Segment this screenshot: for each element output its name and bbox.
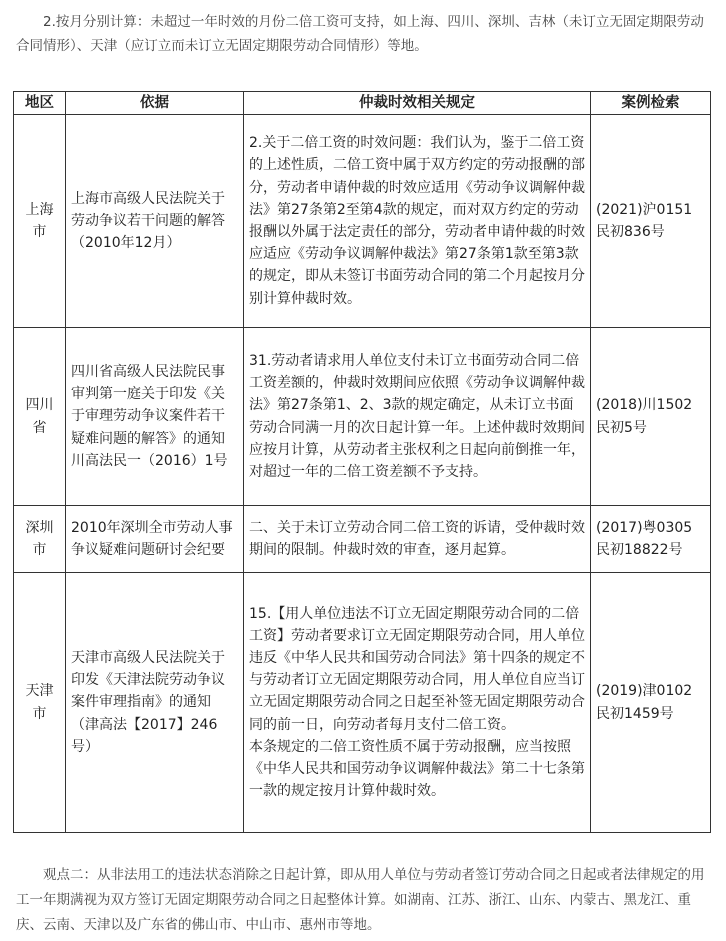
table-row	[14, 506, 711, 573]
table-row	[14, 573, 711, 833]
region-cell: 上海市	[14, 115, 66, 328]
header-region: 地区	[14, 92, 66, 115]
basis-cell: 天津市高级人民法院关于印发《天津法院劳动争议案件审理指南》的通知（津高法【2017】246号）	[66, 573, 244, 833]
rule-cell: 二、关于未订立劳动合同二倍工资的诉请，受仲裁时效期间的限制。仲裁时效的审查，逐月起算。	[244, 506, 591, 573]
basis-cell: 上海市高级人民法院关于劳动争议若干问题的解答（2010年12月）	[66, 115, 244, 328]
case-cell: (2018)川1502民初5号	[591, 328, 711, 506]
table-row	[14, 115, 711, 328]
case-cell: (2017)粤0305民初18822号	[591, 506, 711, 573]
region-cell: 深圳市	[14, 506, 66, 573]
case-cell: (2021)沪0151民初836号	[591, 115, 711, 328]
labor-arbitration-table	[13, 91, 711, 833]
rule-cell: 31.劳动者请求用人单位支付未订立书面劳动合同二倍工资差额的，仲裁时效期间应依照《劳动争议调解仲裁法》第27条第1、2、3款的规定确定，从未订立书面劳动合同满一月的次日起计算一年。上述仲裁时效期间应按月计算，从劳动者主张权利之日起向前倒推一年，对超过一年的二倍工资差额不予支持。	[244, 328, 591, 506]
header-rule: 仲裁时效相关规定	[244, 92, 591, 115]
region-cell: 四川省	[14, 328, 66, 506]
rule-cell: 2.关于二倍工资的时效问题：我们认为，鉴于二倍工资的上述性质，二倍工资中属于双方约定的劳动报酬的部分，劳动者申请仲裁的时效应适用《劳动争议调解仲裁法》第27条第2至第4款的规定，而对双方约定的劳动报酬以外属于法定责任的部分，劳动者申请仲裁的时效应适应《劳动争议调解仲裁法》第27条第1款至第3款的规定，即从未签订书面劳动合同的第二个月起按月分别计算仲裁时效。	[244, 115, 591, 328]
header-case: 案例检索	[591, 92, 711, 115]
table-header-row	[14, 92, 711, 115]
intro-paragraph: 2.按月分别计算：未超过一年时效的月份二倍工资可支持，如上海、四川、深圳、吉林（未订立无固定期限劳动合同情形）、天津（应订立而未订立无固定期限劳动合同情形）等地。	[16, 14, 704, 54]
region-cell: 天津市	[14, 573, 66, 833]
header-basis: 依据	[66, 92, 244, 115]
case-cell: (2019)津0102民初1459号	[591, 573, 711, 833]
table-row	[14, 328, 711, 506]
rule-cell: 15.【用人单位违法不订立无固定期限劳动合同的二倍工资】劳动者要求订立无固定期限劳动合同，用人单位违反《中华人民共和国劳动合同法》第十四条的规定不与劳动者订立无固定期限劳动合同，用人单位自应当订立无固定期限劳动合同之日起至补签无固定期限劳动合同的前一日，向劳动者每月支付二倍工资。 本条规定的二倍工资性质不属于劳动报酬，应当按照《中华人民共和国劳动争议调解仲裁法》第二十七条第一款的规定按月计算仲裁时效。	[244, 573, 591, 833]
view-two-paragraph: 观点二：从非法用工的违法状态消除之日起计算，即从用人单位与劳动者签订劳动合同之日起或者法律规定的用工一年期满视为双方签订无固定期限劳动合同之日起整体计算。如湖南、江苏、浙江、山东、内蒙古、黑龙江、重庆、云南、天津以及广东省的佛山市、中山市、惠州市等地。	[16, 867, 705, 933]
basis-cell: 2010年深圳全市劳动人事争议疑难问题研讨会纪要	[66, 506, 244, 573]
basis-cell: 四川省高级人民法院民事审判第一庭关于印发《关于审理劳动争议案件若干疑难问题的解答》的通知 川高法民一（2016）1号	[66, 328, 244, 506]
